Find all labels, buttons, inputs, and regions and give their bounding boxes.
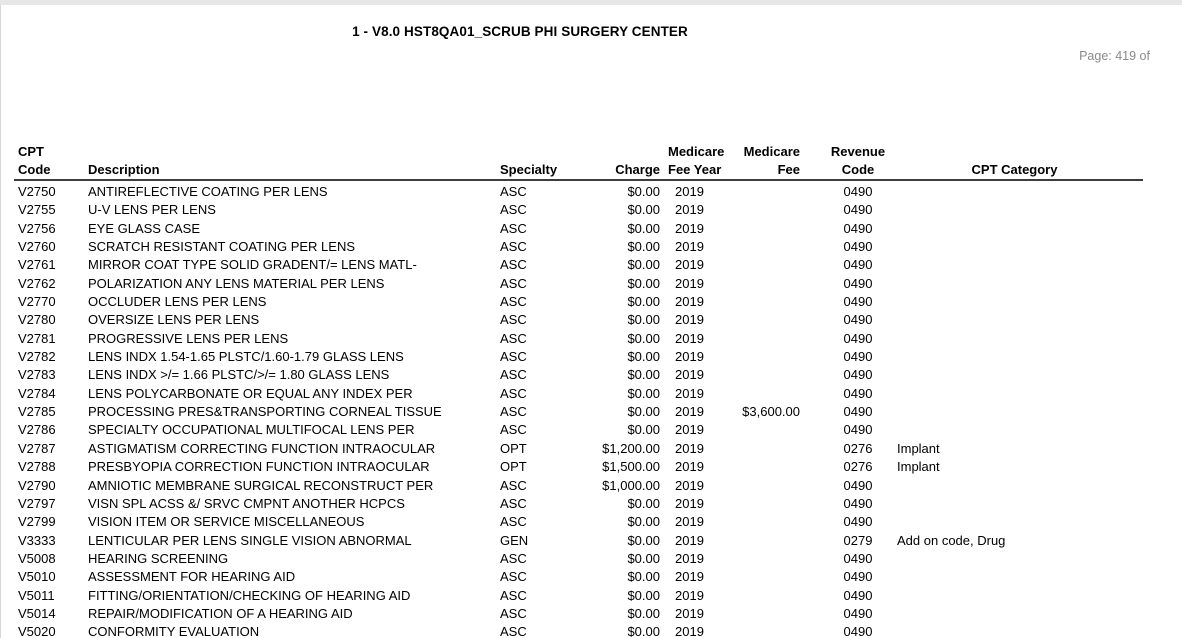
- cell-medicare-fee-year: 2019: [675, 294, 704, 310]
- cell-cpt-category: [886, 238, 1143, 256]
- cell-medicare-fee: [730, 238, 800, 256]
- cell-specialty: ASC: [500, 514, 527, 530]
- cell-cpt-category: [886, 550, 1143, 568]
- cell-medicare-fee-year: 2019: [675, 220, 704, 236]
- cell-cpt-code: V2780: [18, 312, 56, 328]
- cell-cpt-code: V2781: [18, 330, 56, 346]
- table-row: [14, 311, 1143, 329]
- cell-description: ANTIREFLECTIVE COATING PER LENS: [88, 180, 500, 201]
- cell-specialty: ASC: [500, 330, 527, 346]
- cell-cpt-category: [886, 311, 1143, 329]
- cell-specialty: ASC: [500, 275, 527, 291]
- cell-medicare-fee: [730, 495, 800, 513]
- cell-revenue-code: 0490: [843, 624, 873, 638]
- cell-medicare-fee-year: 2019: [675, 385, 704, 401]
- table-row: [14, 513, 1143, 531]
- cell-revenue-code: 0490: [843, 514, 873, 530]
- cell-cpt-code: V2785: [18, 404, 56, 420]
- cell-cpt-category: [886, 293, 1143, 311]
- cell-cpt-category: [886, 495, 1143, 513]
- cell-revenue-code: 0490: [843, 569, 873, 585]
- cell-cpt-code: V2784: [18, 385, 56, 401]
- cell-cpt-code: V2750: [14, 180, 88, 201]
- cell-charge: $0.00: [627, 239, 660, 255]
- cell-description: VISION ITEM OR SERVICE MISCELLANEOUS: [88, 514, 365, 530]
- table-row: [14, 532, 1143, 550]
- table-row: [14, 348, 1143, 366]
- table-row: [14, 587, 1143, 605]
- table-row: [14, 256, 1143, 274]
- cell-charge: $0.00: [627, 532, 660, 548]
- cell-specialty: ASC: [500, 624, 527, 638]
- cell-medicare-fee: [730, 587, 800, 605]
- cell-revenue-code: 0490: [843, 239, 873, 255]
- cell-revenue-code: 0490: [843, 349, 873, 365]
- cell-medicare-fee: [730, 348, 800, 366]
- cell-cpt-code: V2760: [18, 239, 56, 255]
- cell-medicare-fee-year: 2019: [675, 202, 704, 218]
- cell-specialty: ASC: [500, 569, 527, 585]
- cell-medicare-fee: [730, 311, 800, 329]
- header-revenue-code-line2: Code: [800, 161, 886, 180]
- cell-cpt-code: V2762: [18, 275, 56, 291]
- cell-medicare-fee-year: 2019: [675, 239, 704, 255]
- table-body: [14, 180, 1143, 638]
- cell-medicare-fee: [730, 201, 800, 219]
- cell-medicare-fee: [730, 256, 800, 274]
- header-cpt-code: Code: [14, 161, 88, 180]
- header-medicare-fee-line2: Fee: [730, 161, 800, 180]
- cell-description: VISN SPL ACSS &/ SRVC CMPNT ANOTHER HCPCS: [88, 495, 405, 511]
- cell-charge: $0.00: [627, 514, 660, 530]
- cell-cpt-category: [886, 403, 1143, 421]
- cell-medicare-fee-year: 2019: [675, 605, 704, 621]
- cell-cpt-category: [886, 348, 1143, 366]
- cell-description: U-V LENS PER LENS: [88, 202, 216, 218]
- cell-description: OVERSIZE LENS PER LENS: [88, 312, 260, 328]
- cell-cpt-code: V2787: [18, 440, 56, 456]
- table-row: [14, 201, 1143, 219]
- cell-medicare-fee: [730, 568, 800, 586]
- cell-charge: $0.00: [627, 220, 660, 236]
- cell-description: MIRROR COAT TYPE SOLID GRADENT/= LENS MATL-: [88, 257, 417, 273]
- cell-medicare-fee: [730, 421, 800, 439]
- cell-charge: $0.00: [627, 550, 660, 566]
- cell-specialty: ASC: [500, 605, 527, 621]
- cell-revenue-code: 0490: [843, 220, 873, 236]
- cell-medicare-fee-year: 2019: [675, 312, 704, 328]
- table-row: [14, 605, 1143, 623]
- cell-revenue-code: 0490: [843, 312, 873, 328]
- cell-medicare-fee: [730, 180, 800, 201]
- cell-charge: $0.00: [627, 275, 660, 291]
- cell-charge: $0.00: [627, 257, 660, 273]
- cell-medicare-fee: [730, 623, 800, 638]
- cell-medicare-fee-year: 2019: [675, 349, 704, 365]
- cell-cpt-category: [886, 421, 1143, 439]
- cell-cpt-category: Implant: [897, 459, 940, 475]
- table-row: [14, 220, 1143, 238]
- cell-medicare-fee-year: 2019: [675, 550, 704, 566]
- cell-cpt-code: V5010: [18, 569, 56, 585]
- cell-charge: $0.00: [627, 349, 660, 365]
- cell-charge: $0.00: [627, 312, 660, 328]
- cell-medicare-fee-year: 2019: [675, 569, 704, 585]
- cell-specialty: ASC: [500, 349, 527, 365]
- cell-medicare-fee-year: 2019: [675, 514, 704, 530]
- table-row: [14, 293, 1143, 311]
- cell-charge: $0.00: [627, 294, 660, 310]
- cell-description: HEARING SCREENING: [88, 550, 229, 566]
- cell-description: FITTING/ORIENTATION/CHECKING OF HEARING AID: [88, 587, 411, 603]
- cell-cpt-category: [886, 366, 1143, 384]
- cell-revenue-code: 0279: [843, 532, 873, 548]
- viewer-top-strip: [0, 0, 1182, 5]
- table-row: [14, 366, 1143, 384]
- cell-medicare-fee: [730, 477, 800, 495]
- cell-cpt-category: Add on code, Drug: [897, 532, 1006, 548]
- cell-specialty: ASC: [500, 180, 562, 201]
- cell-medicare-fee: $3,600.00: [742, 404, 800, 420]
- cell-revenue-code: 0276: [843, 459, 873, 475]
- cell-description: PROCESSING PRES&TRANSPORTING CORNEAL TISSUE: [88, 404, 442, 420]
- cell-description: REPAIR/MODIFICATION OF A HEARING AID: [88, 605, 353, 621]
- header-medicare-fee-year-line1: Medicare: [668, 144, 725, 159]
- cell-cpt-code: V5011: [18, 587, 55, 603]
- cell-cpt-code: V2755: [18, 202, 56, 218]
- viewer-left-edge: [0, 5, 1, 638]
- cell-medicare-fee-year: 2019: [675, 422, 704, 438]
- cell-cpt-code: V5020: [18, 624, 56, 638]
- header-revenue-code-line1: Revenue: [830, 144, 886, 159]
- table-row: [14, 238, 1143, 256]
- cell-cpt-code: V2788: [18, 459, 56, 475]
- cell-cpt-code: V2782: [18, 349, 56, 365]
- cell-description: PROGRESSIVE LENS PER LENS: [88, 330, 289, 346]
- cell-charge: $0.00: [627, 202, 660, 218]
- cell-description: LENS INDX 1.54-1.65 PLSTC/1.60-1.79 GLASS LENS: [88, 349, 404, 365]
- cell-charge: $0.00: [627, 624, 660, 638]
- cell-charge: $0.00: [627, 385, 660, 401]
- cell-description: LENS POLYCARBONATE OR EQUAL ANY INDEX PER: [88, 385, 413, 401]
- cell-specialty: ASC: [500, 220, 527, 236]
- cell-revenue-code: 0490: [843, 257, 873, 273]
- cell-revenue-code: 0276: [843, 440, 873, 456]
- cell-cpt-category: [886, 605, 1143, 623]
- page-number-label: Page: 419 of: [1079, 49, 1150, 63]
- header-description: Description: [88, 161, 500, 180]
- cell-description: POLARIZATION ANY LENS MATERIAL PER LENS: [88, 275, 385, 291]
- cpt-fee-schedule-table: [14, 143, 1143, 638]
- cell-specialty: ASC: [500, 404, 527, 420]
- cell-specialty: ASC: [500, 202, 527, 218]
- cell-medicare-fee: [730, 293, 800, 311]
- cell-revenue-code: 0490: [843, 202, 873, 218]
- cell-medicare-fee-year: 2019: [675, 367, 704, 383]
- cell-charge: $1,200.00: [602, 440, 660, 456]
- cell-specialty: ASC: [500, 422, 527, 438]
- cell-cpt-code: V5008: [18, 550, 56, 566]
- header-cpt-line1: CPT: [18, 144, 44, 159]
- table-row: [14, 421, 1143, 439]
- cell-cpt-code: V5014: [18, 605, 56, 621]
- cell-medicare-fee: [730, 605, 800, 623]
- cell-medicare-fee: [730, 458, 800, 476]
- cell-cpt-category: [886, 220, 1143, 238]
- cell-charge: $0.00: [627, 569, 660, 585]
- cell-revenue-code: 0490: [843, 422, 873, 438]
- table-row: [14, 495, 1143, 513]
- cell-medicare-fee-year: 2019: [675, 440, 704, 456]
- cell-medicare-fee-year: 2019: [675, 330, 704, 346]
- cell-revenue-code: 0490: [843, 367, 873, 383]
- cell-medicare-fee: [730, 440, 800, 458]
- cell-description: CONFORMITY EVALUATION: [88, 624, 260, 638]
- table-row: [14, 550, 1143, 568]
- cell-description: ASSESSMENT FOR HEARING AID: [88, 569, 296, 585]
- cell-specialty: ASC: [500, 312, 527, 328]
- cell-charge: $0.00: [627, 605, 660, 621]
- cell-specialty: ASC: [500, 239, 527, 255]
- header-medicare-fee-line1: Medicare: [743, 144, 800, 159]
- cell-cpt-code: V2799: [18, 514, 56, 530]
- cell-description: AMNIOTIC MEMBRANE SURGICAL RECONSTRUCT PER: [88, 477, 434, 493]
- cell-cpt-category: Implant: [897, 440, 940, 456]
- cell-charge: $0.00: [627, 404, 660, 420]
- cell-medicare-fee-year: 2019: [675, 275, 704, 291]
- cell-description: ASTIGMATISM CORRECTING FUNCTION INTRAOCULAR: [88, 440, 436, 456]
- cell-charge: $0.00: [627, 587, 660, 603]
- cell-description: EYE GLASS CASE: [88, 220, 200, 236]
- cell-medicare-fee-year: 2019: [675, 495, 704, 511]
- cell-medicare-fee-year: 2019: [675, 477, 704, 493]
- cell-revenue-code: 0490: [843, 550, 873, 566]
- cell-specialty: OPT: [500, 459, 527, 475]
- cell-specialty: ASC: [500, 367, 527, 383]
- cell-medicare-fee-year: 2019: [675, 459, 704, 475]
- table-row: [14, 180, 1143, 201]
- header-cpt-category: CPT Category: [886, 161, 1143, 180]
- cell-specialty: ASC: [500, 477, 527, 493]
- cell-charge: $0.00: [627, 495, 660, 511]
- table-header: [14, 143, 1143, 180]
- cell-medicare-fee: [730, 366, 800, 384]
- cell-cpt-code: V2770: [18, 294, 56, 310]
- table-row: [14, 385, 1143, 403]
- cell-specialty: GEN: [500, 532, 529, 548]
- cell-medicare-fee: [730, 220, 800, 238]
- cell-cpt-code: V2786: [18, 422, 56, 438]
- cell-cpt-category: [886, 201, 1143, 219]
- cell-cpt-code: V2790: [18, 477, 56, 493]
- cell-cpt-code: V2797: [18, 495, 56, 511]
- cell-medicare-fee-year: 2019: [675, 587, 704, 603]
- cell-cpt-code: V2761: [18, 257, 56, 273]
- cell-specialty: ASC: [500, 495, 527, 511]
- cell-cpt-category: [886, 623, 1143, 638]
- cell-medicare-fee-year: 2019: [675, 532, 704, 548]
- table-row: [14, 275, 1143, 293]
- cell-medicare-fee: [730, 385, 800, 403]
- cell-charge: $0.00: [562, 180, 660, 201]
- cell-revenue-code: 0490: [843, 495, 873, 511]
- cell-charge: $0.00: [627, 422, 660, 438]
- cell-description: SPECIALTY OCCUPATIONAL MULTIFOCAL LENS PER: [88, 422, 415, 438]
- cell-medicare-fee-year: 2019: [660, 180, 730, 201]
- header-medicare-fee-year-line2: Fee Year: [660, 161, 730, 180]
- cell-revenue-code: 0490: [843, 330, 873, 346]
- cell-medicare-fee-year: 2019: [675, 404, 704, 420]
- cell-cpt-category: [886, 256, 1143, 274]
- cell-specialty: ASC: [500, 294, 527, 310]
- cell-medicare-fee-year: 2019: [675, 257, 704, 273]
- cell-revenue-code: 0490: [843, 275, 873, 291]
- cell-medicare-fee: [730, 550, 800, 568]
- cell-specialty: ASC: [500, 550, 527, 566]
- cell-revenue-code: 0490: [800, 180, 886, 201]
- cell-cpt-category: [886, 568, 1143, 586]
- cell-cpt-category: [886, 587, 1143, 605]
- cell-revenue-code: 0490: [843, 587, 873, 603]
- cell-revenue-code: 0490: [843, 294, 873, 310]
- cell-description: LENS INDX >/= 1.66 PLSTC/>/= 1.80 GLASS LENS: [88, 367, 390, 383]
- table-row: [14, 458, 1143, 476]
- table-row: [14, 568, 1143, 586]
- cell-medicare-fee-year: 2019: [675, 624, 704, 638]
- table-row: [14, 440, 1143, 458]
- cell-cpt-code: V2783: [18, 367, 56, 383]
- cell-description: PRESBYOPIA CORRECTION FUNCTION INTRAOCULAR: [88, 459, 430, 475]
- cell-medicare-fee: [730, 532, 800, 550]
- cell-cpt-code: V2756: [18, 220, 56, 236]
- cell-description: OCCLUDER LENS PER LENS: [88, 294, 267, 310]
- report-title: 1 - V8.0 HST8QA01_SCRUB PHI SURGERY CENTER: [352, 24, 688, 39]
- cell-description: LENTICULAR PER LENS SINGLE VISION ABNORMAL: [88, 532, 412, 548]
- cell-medicare-fee: [730, 513, 800, 531]
- cell-cpt-category: [886, 275, 1143, 293]
- cell-cpt-code: V3333: [18, 532, 56, 548]
- table-row: [14, 477, 1143, 495]
- table-row: [14, 403, 1143, 421]
- cell-cpt-category: [886, 330, 1143, 348]
- cell-revenue-code: 0490: [843, 385, 873, 401]
- table-row: [14, 330, 1143, 348]
- cell-medicare-fee: [730, 330, 800, 348]
- cell-specialty: OPT: [500, 440, 527, 456]
- cell-charge: $1,000.00: [602, 477, 660, 493]
- header-charge: Charge: [562, 161, 660, 180]
- cell-charge: $1,500.00: [602, 459, 660, 475]
- cell-charge: $0.00: [627, 330, 660, 346]
- cell-cpt-category: [886, 180, 1143, 201]
- cell-description: SCRATCH RESISTANT COATING PER LENS: [88, 239, 356, 255]
- header-specialty: Specialty: [500, 161, 562, 180]
- cell-revenue-code: 0490: [843, 477, 873, 493]
- cell-revenue-code: 0490: [843, 605, 873, 621]
- cell-cpt-category: [886, 385, 1143, 403]
- cell-cpt-category: [886, 477, 1143, 495]
- cell-specialty: ASC: [500, 257, 527, 273]
- cell-charge: $0.00: [627, 367, 660, 383]
- cell-specialty: ASC: [500, 587, 527, 603]
- cell-cpt-category: [886, 513, 1143, 531]
- cell-specialty: ASC: [500, 385, 527, 401]
- cell-revenue-code: 0490: [843, 404, 873, 420]
- table-row: [14, 623, 1143, 638]
- cell-medicare-fee: [730, 275, 800, 293]
